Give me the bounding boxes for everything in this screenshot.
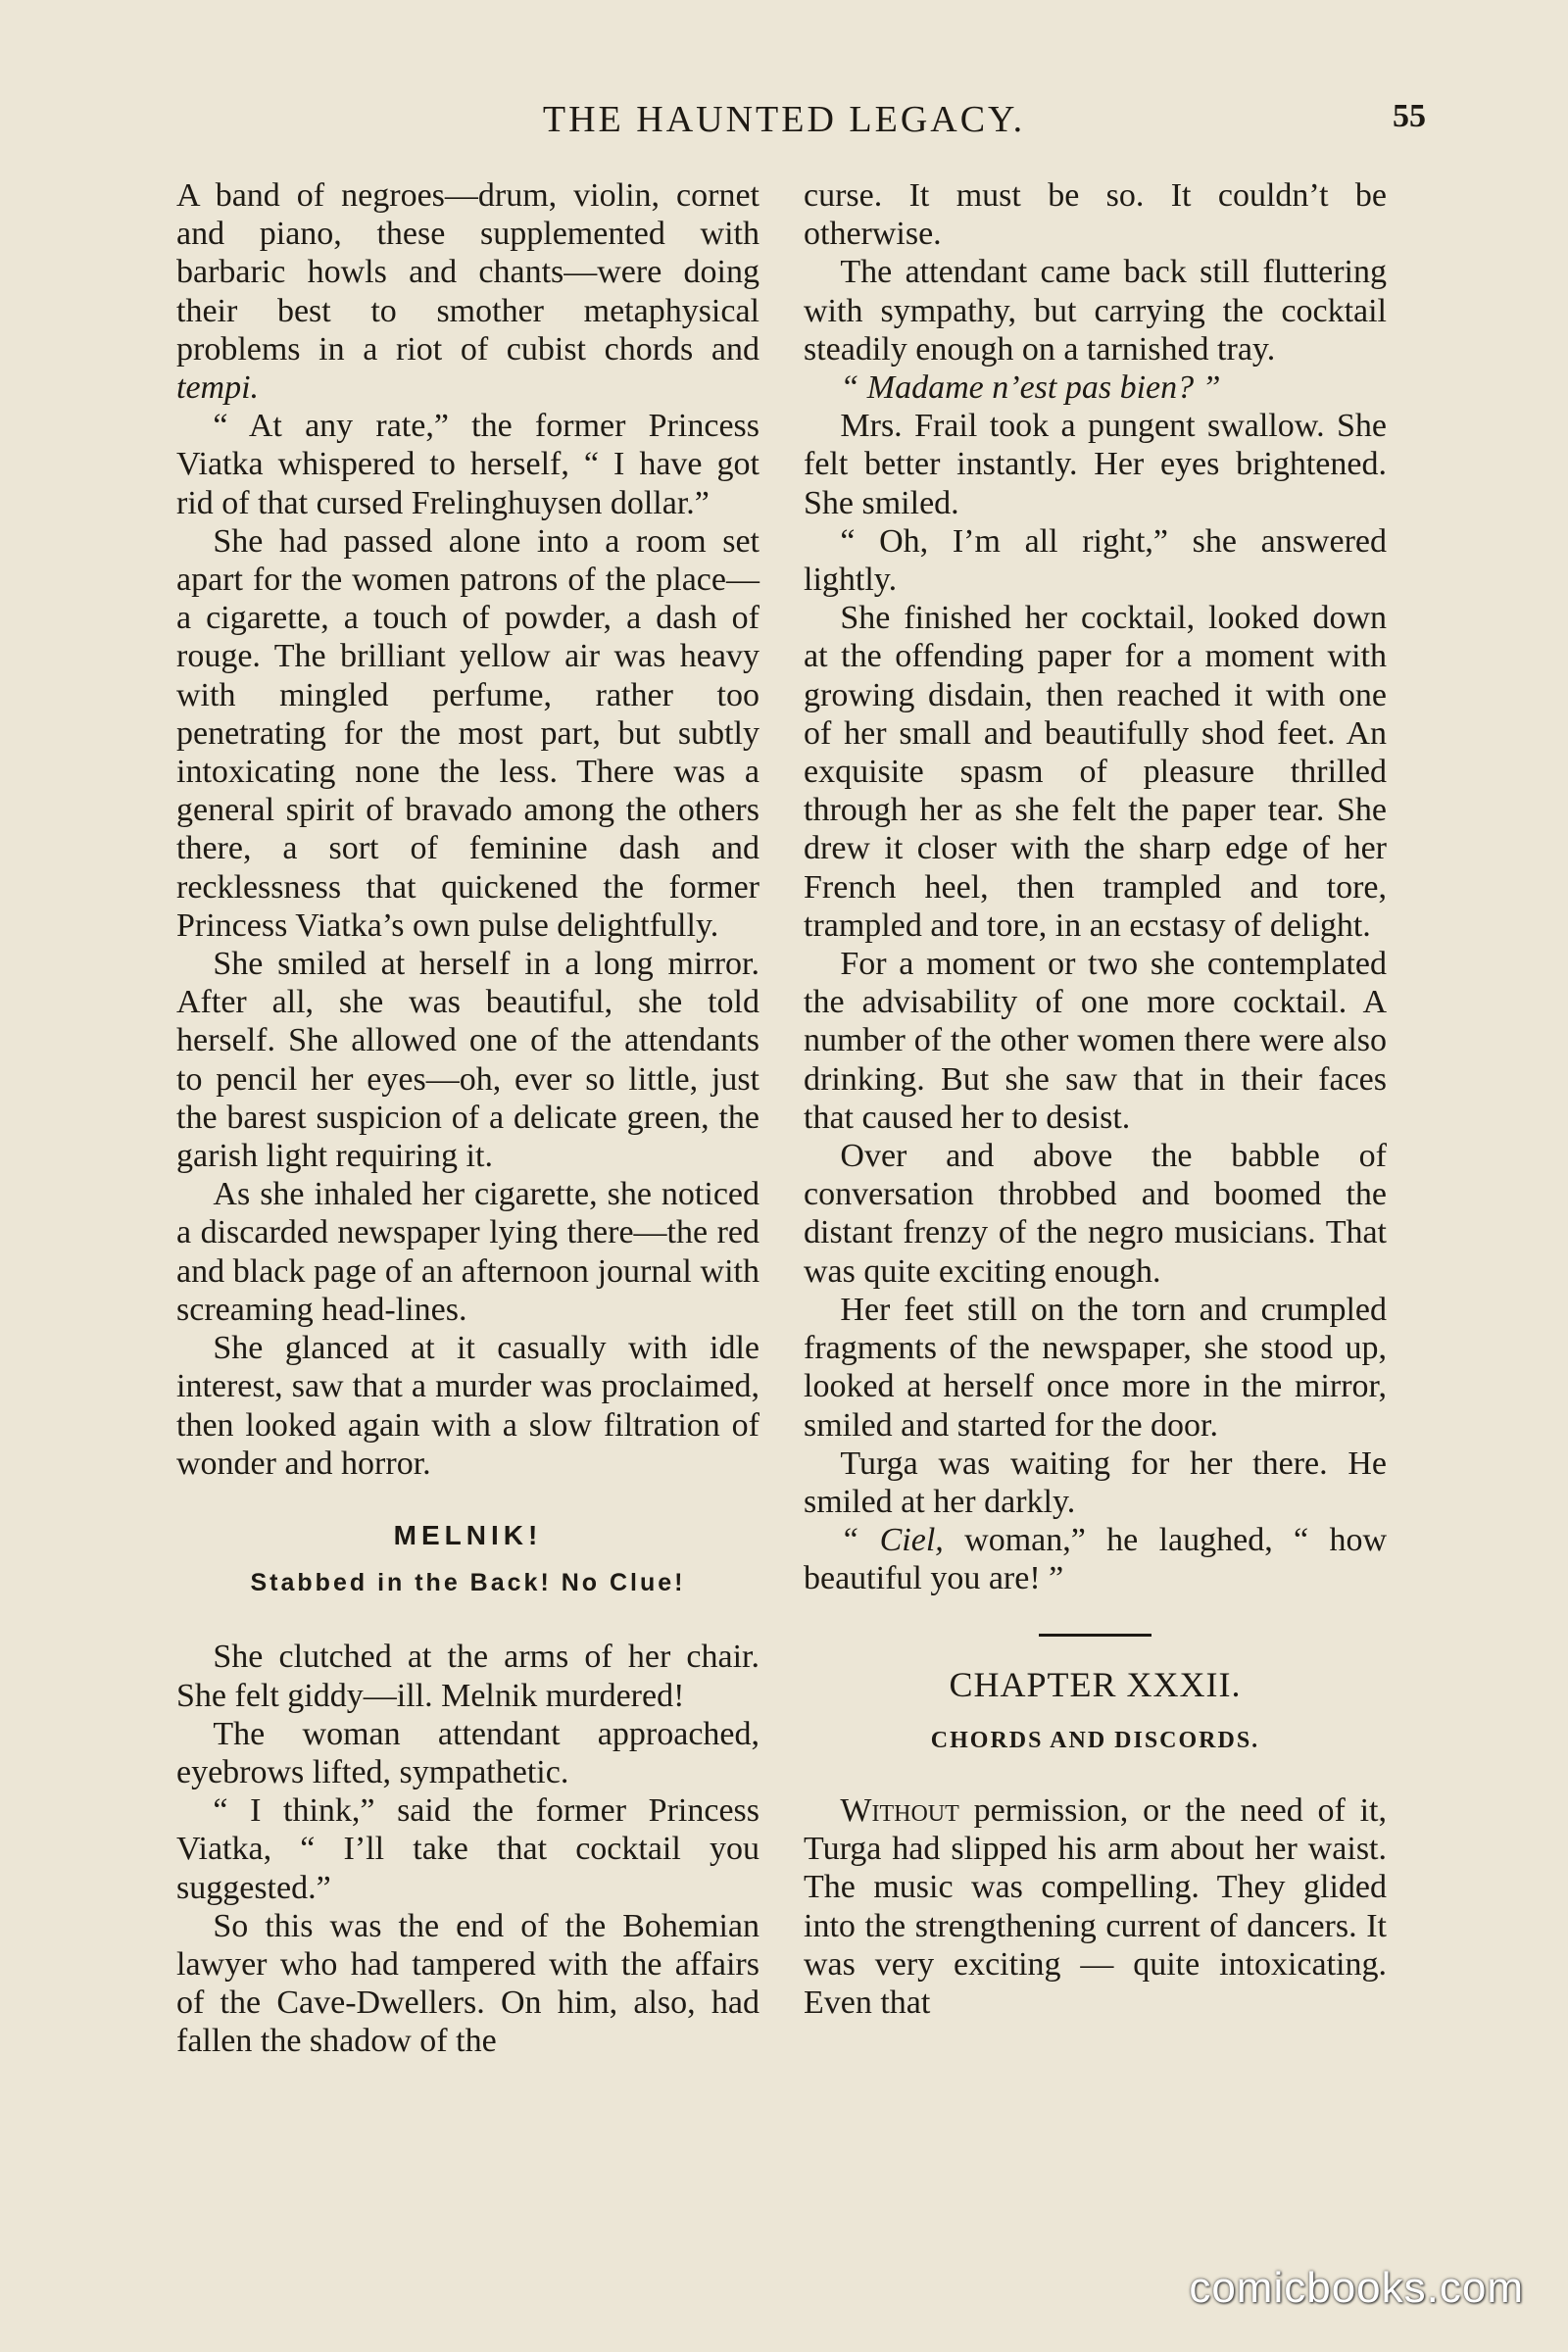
paragraph: Over and above the babble of conversation throbbed and boomed the distant frenzy of the negro musicians. That was quite exciting enough. bbox=[804, 1138, 1387, 1290]
italic-quote: “ Madame n’est pas bien? ” bbox=[840, 369, 1221, 407]
running-title: THE HAUNTED LEGACY. bbox=[542, 99, 1026, 140]
paragraph: As she inhaled her cigarette, she noticed a discarded newspaper lying there—the red and black page of an afternoon journal with screaming head-lines. bbox=[176, 1176, 760, 1328]
paragraph: The woman attendant approached, eyebrows lifted, sympathetic. bbox=[176, 1715, 760, 1790]
paragraph bbox=[804, 368, 1387, 407]
page-number: 55 bbox=[1393, 98, 1426, 134]
paragraph: “ I think,” said the former Princess Viatka, “ I’ll take that cocktail you suggested.” bbox=[176, 1792, 760, 1906]
paragraph: “ Ciel, woman,” he laughed, “ how beautiful you are! ” bbox=[804, 1522, 1388, 1597]
left-column bbox=[176, 176, 760, 2061]
newspaper-subheadline: Stabbed in the Back! No Clue! bbox=[250, 1569, 686, 1597]
chapter-subtitle: CHORDS AND DISCORDS. bbox=[930, 1727, 1260, 1753]
paragraph: Without permission, or the need of it, Turga had slipped his arm about her waist. The music was compelling. They glided into the strengthening current of dancers. It was very exciting — quite intoxicating. Even that bbox=[804, 1791, 1387, 2021]
paragraph: For a moment or two she contemplated the advisability of one more cocktail. A number of the other women there were also drinking. But she saw that in their faces that caused her to desist. bbox=[804, 946, 1387, 1136]
paragraph: So this was the end of the Bohemian lawyer who had tampered with the affairs of the Cave-Dwellers. On him, also, had fallen the shadow of the bbox=[176, 1907, 760, 2060]
paragraph: She smiled at herself in a long mirror. After all, she was beautiful, she told herself. She allowed one of the attendants to pencil her eyes—oh, ever so little, just the barest suspicion of a delicate green, the garish light requiring it. bbox=[176, 946, 760, 1175]
newspaper-headline: MELNIK! bbox=[393, 1519, 543, 1550]
paragraph: The attendant came back still fluttering with sympathy, but carrying the cocktail steadily enough on a tarnished tray. bbox=[804, 254, 1387, 368]
right-column bbox=[804, 176, 1387, 2022]
paragraph: She clutched at the arms of her chair. She felt giddy—ill. Melnik murdered! bbox=[176, 1639, 760, 1714]
chapter-title: CHAPTER XXXII. bbox=[949, 1664, 1242, 1704]
paragraph: Turga was waiting for her there. He smiled at her darkly. bbox=[804, 1445, 1387, 1520]
lead-word: Without bbox=[840, 1791, 959, 1829]
section-divider bbox=[1039, 1634, 1152, 1637]
paragraph: She had passed alone into a room set apart for the women patrons of the place—a cigarette, a touch of powder, a dash of rouge. The brilliant yellow air was heavy with mingled perfume, rather too penetrating for the most part, but subtly intoxicating none the less. There was a general spirit of bravado among the others there, a sort of feminine dash and recklessness that quickened the former Princess Viatka’s own pulse delightfully. bbox=[176, 522, 760, 944]
italic-word: “ Ciel, bbox=[840, 1522, 944, 1559]
page-header bbox=[0, 98, 1568, 157]
paragraph: Mrs. Frail took a pungent swallow. She felt better instantly. Her eyes brightened. She smiled. bbox=[804, 408, 1387, 521]
paragraph: curse. It must be so. It couldn’t be otherwise. bbox=[804, 177, 1387, 253]
italic-word: tempi. bbox=[176, 369, 260, 407]
paragraph: She glanced at it casually with idle interest, saw that a murder was proclaimed, then looked again with a slow filtration of wonder and horror. bbox=[176, 1330, 760, 1482]
paragraph: A band of negroes—drum, violin, cornet and piano, these supplemented with barbaric howls and chants—were doing their best to smother metaphysical problems in a riot of cubist chords and tempi. bbox=[176, 177, 760, 407]
paragraph: She finished her cocktail, looked down at the offending paper for a moment with growing disdain, then reached it with one of her small and beautifully shod feet. An exquisite spasm of pleasure thrilled through her as she felt the paper tear. She drew it closer with the sharp edge of her French heel, then trampled and tore, trampled and tore, in an ecstasy of delight. bbox=[804, 600, 1387, 944]
paragraph: “ At any rate,” the former Princess Viatka whispered to herself, “ I have got rid of that cursed Frelinghuysen dollar.” bbox=[176, 408, 760, 521]
watermark: comicbooks.com bbox=[1189, 2264, 1524, 2312]
paragraph: “ Oh, I’m all right,” she answered lightly. bbox=[804, 522, 1387, 599]
paragraph: Her feet still on the torn and crumpled fragments of the newspaper, she stood up, looked at herself once more in the mirror, smiled and started for the door. bbox=[804, 1291, 1387, 1444]
